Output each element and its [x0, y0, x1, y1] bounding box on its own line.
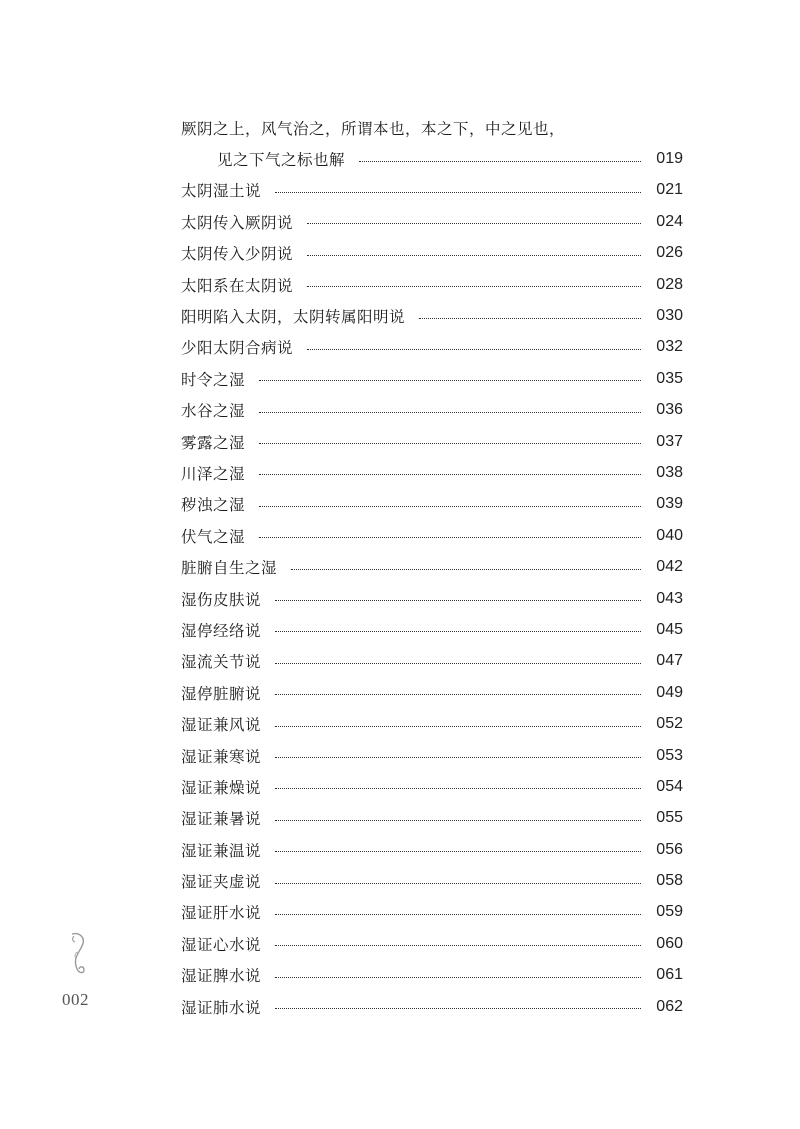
toc-entry-title: 雾露之湿 [181, 433, 246, 452]
toc-entry-title: 伏气之湿 [181, 527, 246, 546]
toc-entry-page: 060 [656, 934, 683, 952]
dot-leader [259, 380, 641, 381]
page-number: 002 [62, 990, 89, 1009]
toc-entry-page: 028 [656, 275, 683, 293]
toc-entry-page: 053 [656, 746, 683, 764]
toc-entry[interactable] [181, 991, 683, 1022]
dot-leader [275, 1008, 641, 1009]
toc-entry-title: 湿证兼风说 [181, 716, 262, 735]
toc-entry[interactable] [181, 865, 683, 896]
toc-entry[interactable] [181, 332, 683, 363]
toc-entry[interactable] [181, 960, 683, 991]
toc-entry-title: 湿证肝水说 [181, 904, 262, 923]
toc-entry-title: 湿伤皮肤说 [181, 590, 262, 609]
toc-entry[interactable] [181, 771, 683, 802]
toc-entry-page: 037 [656, 432, 683, 450]
toc-entry-page: 043 [656, 589, 683, 607]
toc-entry-page: 032 [656, 338, 683, 356]
toc-entry[interactable] [181, 928, 683, 959]
toc-entry[interactable] [181, 897, 683, 928]
toc-entry[interactable] [181, 269, 683, 300]
toc-entry-page: 055 [656, 809, 683, 827]
toc-entry-multiline-first[interactable] [181, 112, 683, 143]
toc-entry[interactable] [181, 583, 683, 614]
toc-entry-page: 062 [656, 997, 683, 1015]
toc-entry-title: 太阳系在太阴说 [181, 276, 294, 295]
toc-entry[interactable] [181, 834, 683, 865]
dot-leader [275, 820, 641, 821]
toc-entry-title: 湿停经络说 [181, 621, 262, 640]
toc-entry-multiline-second[interactable] [181, 143, 683, 174]
toc-entry-page: 021 [656, 181, 683, 199]
toc-entry-title: 湿停脏腑说 [181, 684, 262, 703]
dot-leader [359, 161, 641, 162]
toc-entry-title: 湿证兼暑说 [181, 810, 262, 829]
toc-entry-page: 054 [656, 777, 683, 795]
toc-entry-title: 水谷之湿 [181, 402, 246, 421]
toc-entry[interactable] [181, 395, 683, 426]
dot-leader [259, 537, 641, 538]
toc-entry-title: 秽浊之湿 [181, 496, 246, 515]
toc-entry[interactable] [181, 457, 683, 488]
toc-entry-title: 川泽之湿 [181, 464, 246, 483]
toc-entry[interactable] [181, 614, 683, 645]
toc-entry-title: 阳明陷入太阴，太阴转属阳明说 [181, 308, 406, 327]
dot-leader [275, 945, 641, 946]
toc-entry[interactable] [181, 206, 683, 237]
toc-entry-page: 042 [656, 558, 683, 576]
toc-entry[interactable] [181, 740, 683, 771]
toc-entry-page: 035 [656, 369, 683, 387]
dot-leader [275, 757, 641, 758]
toc-entry[interactable] [181, 520, 683, 551]
toc-entry-page: 049 [656, 683, 683, 701]
toc-entry-title: 湿证夹虚说 [181, 873, 262, 892]
toc-entry[interactable] [181, 300, 683, 331]
toc-entry-page: 056 [656, 840, 683, 858]
toc-entry-title: 湿证心水说 [181, 935, 262, 954]
dot-leader [275, 883, 641, 884]
toc-entry-title-line1: 厥阴之上，风气治之，所谓本也，本之下，中之见也， [181, 119, 566, 138]
toc-entry-page: 052 [656, 715, 683, 733]
toc-entry-page: 024 [656, 212, 683, 230]
toc-entry-title: 太阴湿土说 [181, 182, 262, 201]
dot-leader [307, 286, 641, 287]
dot-leader [419, 318, 641, 319]
toc-entry-page: 040 [656, 526, 683, 544]
dot-leader [259, 412, 641, 413]
toc-entry-title: 湿证兼燥说 [181, 778, 262, 797]
toc-entry-title: 湿证兼温说 [181, 841, 262, 860]
toc-entry[interactable] [181, 677, 683, 708]
toc-entry-title: 湿证肺水说 [181, 998, 262, 1017]
toc-entry[interactable] [181, 708, 683, 739]
toc-entry[interactable] [181, 363, 683, 394]
toc-entry[interactable] [181, 551, 683, 582]
dot-leader [259, 474, 641, 475]
toc-entry-title: 湿证脾水说 [181, 967, 262, 986]
dot-leader [275, 788, 641, 789]
dot-leader [291, 569, 641, 570]
table-of-contents [181, 112, 683, 1022]
dot-leader [275, 600, 641, 601]
toc-entry-page: 019 [656, 150, 683, 168]
dot-leader [275, 726, 641, 727]
dot-leader [275, 663, 641, 664]
toc-entry-page: 061 [656, 966, 683, 984]
toc-entry-title: 湿流关节说 [181, 653, 262, 672]
toc-entry[interactable] [181, 489, 683, 520]
toc-entry[interactable] [181, 646, 683, 677]
toc-entry-page: 030 [656, 307, 683, 325]
toc-entry[interactable] [181, 803, 683, 834]
toc-entry-page: 058 [656, 872, 683, 890]
toc-entry-title: 时令之湿 [181, 370, 246, 389]
toc-entry-title: 少阳太阴合病说 [181, 339, 294, 358]
toc-entry-page: 047 [656, 652, 683, 670]
dot-leader [275, 977, 641, 978]
toc-entry-page: 039 [656, 495, 683, 513]
toc-entry[interactable] [181, 426, 683, 457]
toc-entry-page: 036 [656, 401, 683, 419]
dot-leader [307, 223, 641, 224]
dot-leader [259, 506, 641, 507]
toc-entry-title: 湿证兼寒说 [181, 747, 262, 766]
dot-leader [275, 192, 641, 193]
toc-entry-page: 059 [656, 903, 683, 921]
dot-leader [275, 694, 641, 695]
toc-entry[interactable] [181, 238, 683, 269]
toc-entry-title: 脏腑自生之湿 [181, 559, 278, 578]
flourish-ornament-icon [66, 930, 90, 980]
toc-entry[interactable] [181, 175, 683, 206]
dot-leader [259, 443, 641, 444]
dot-leader [275, 851, 641, 852]
dot-leader [275, 914, 641, 915]
toc-entry-title: 太阴传入厥阴说 [181, 213, 294, 232]
toc-entry-page: 038 [656, 463, 683, 481]
toc-entry-page: 026 [656, 244, 683, 262]
dot-leader [307, 255, 641, 256]
toc-entry-title: 太阴传入少阴说 [181, 245, 294, 264]
dot-leader [307, 349, 641, 350]
toc-entry-title-line2: 见之下气之标也解 [217, 151, 346, 170]
dot-leader [275, 631, 641, 632]
toc-entry-list [181, 175, 683, 1023]
toc-entry-page: 045 [656, 620, 683, 638]
